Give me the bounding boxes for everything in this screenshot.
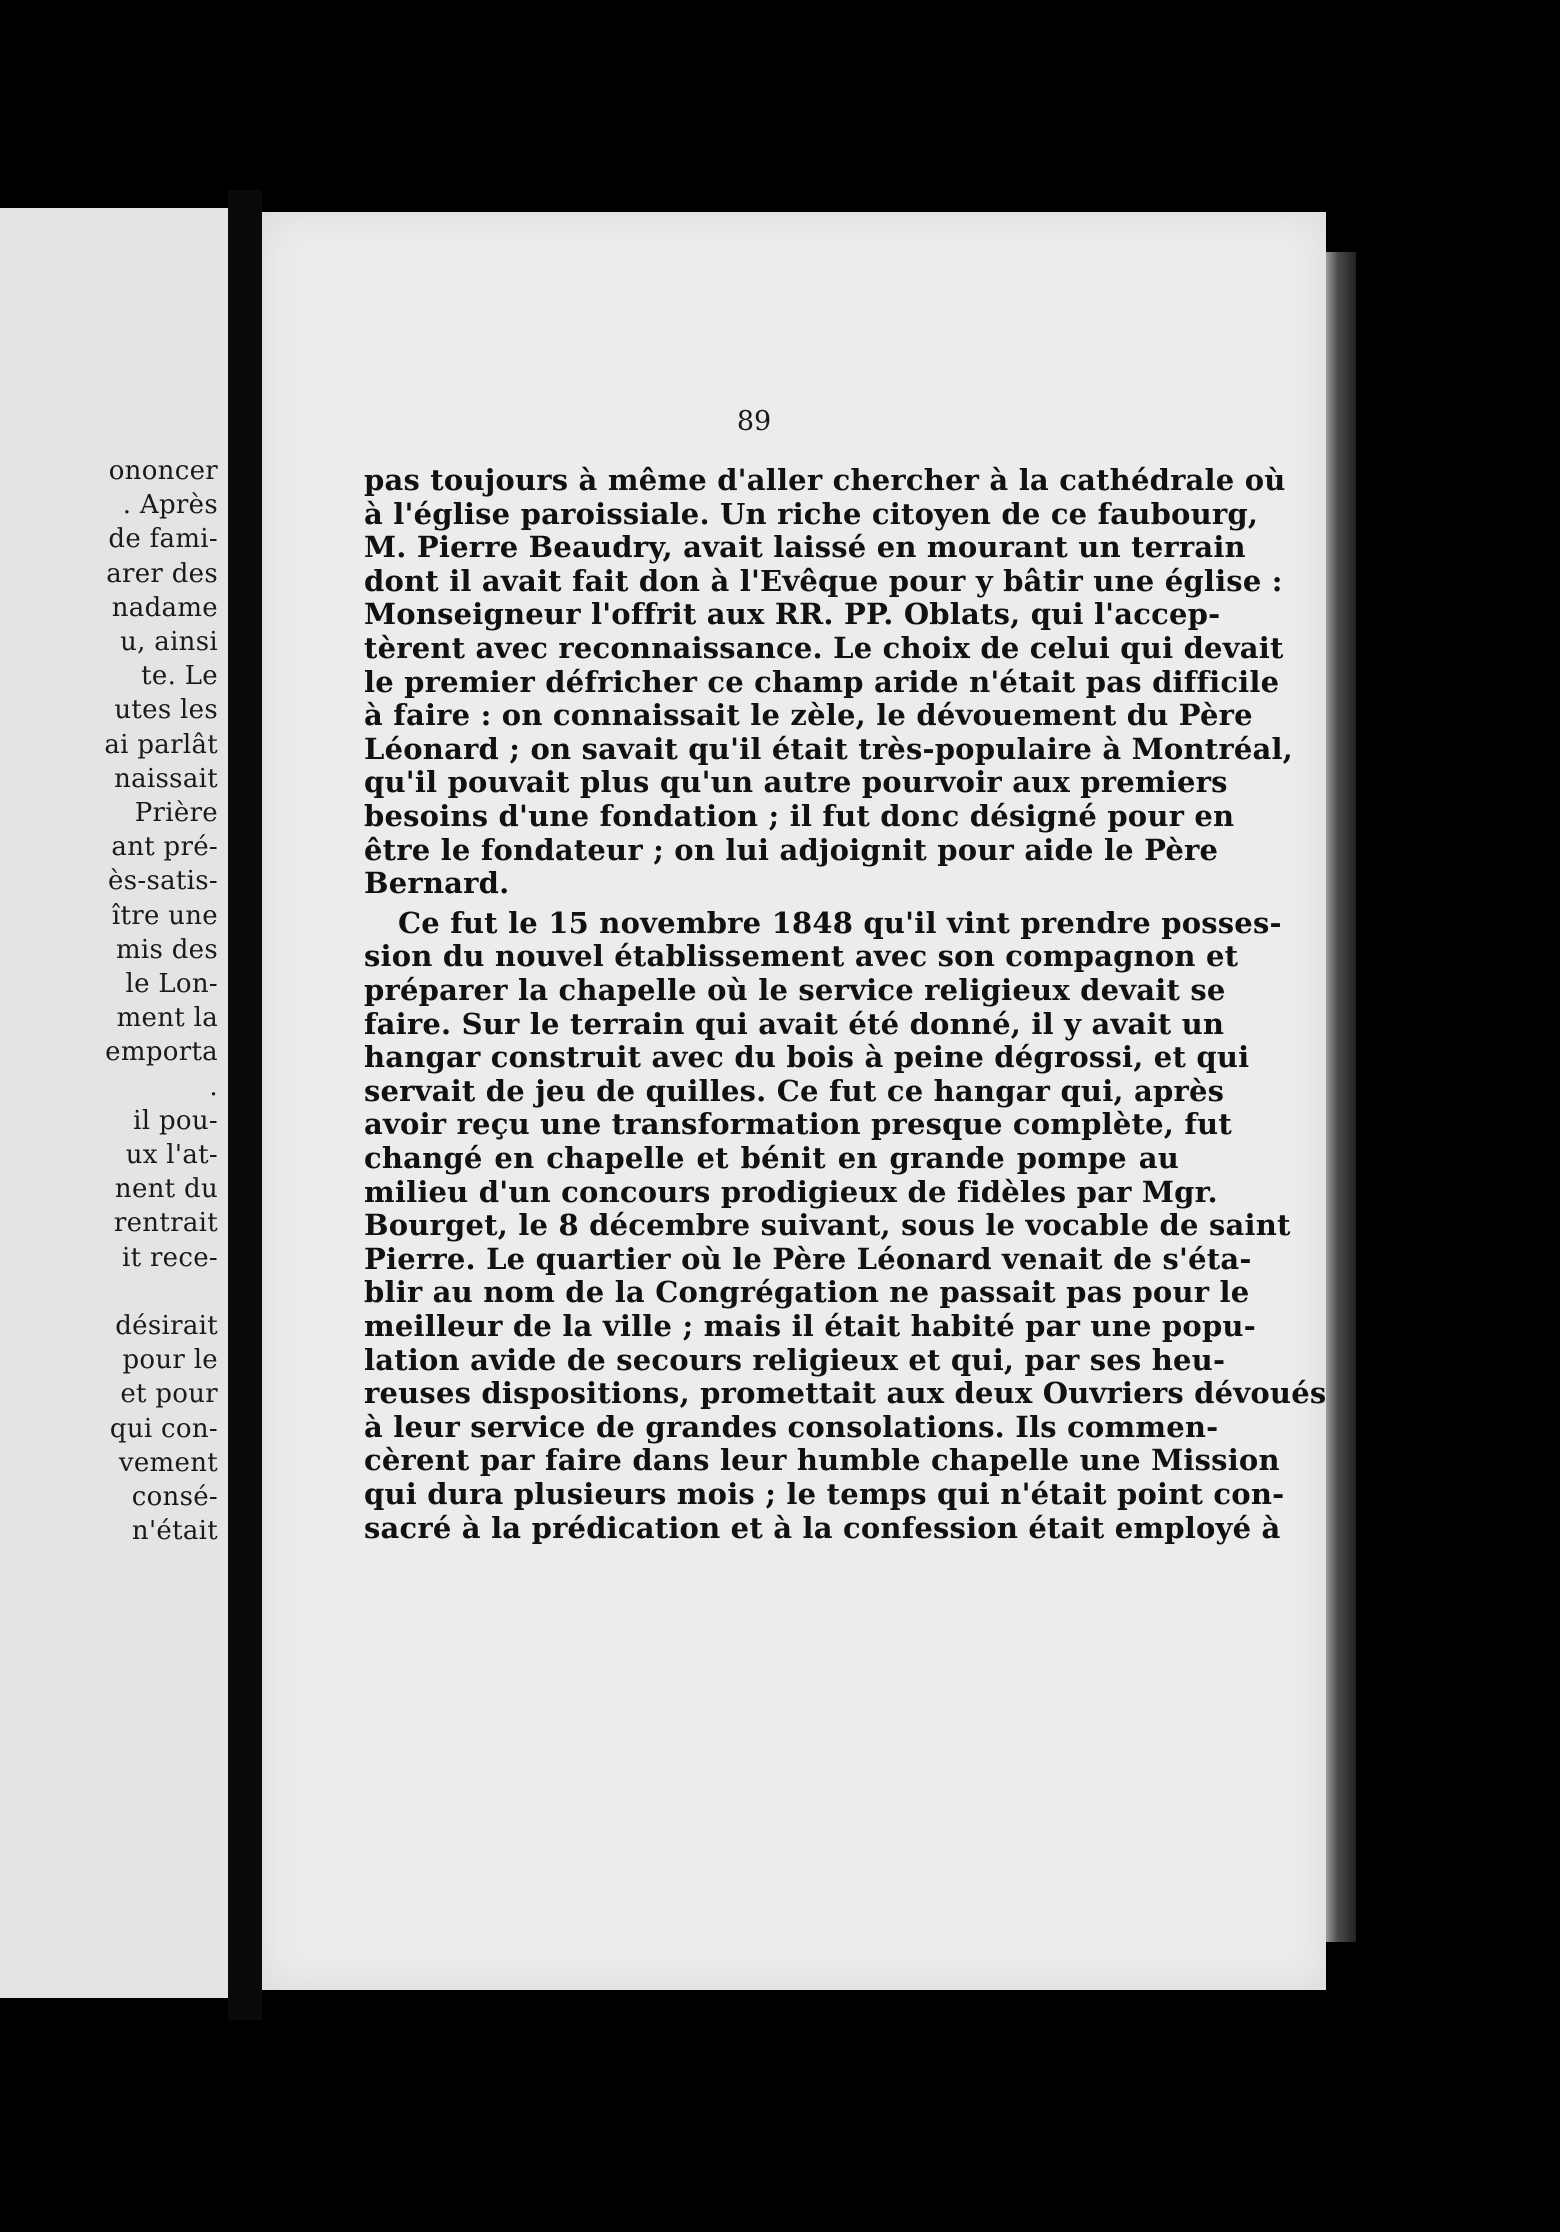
left-page-line: qui con- [109,1413,218,1444]
left-page-line: n'était [131,1516,218,1547]
text-line: être le fondateur ; on lui adjoignit pour aide le Père [364,832,1219,867]
left-page-line: de fami- [108,524,218,555]
text-line: Ce fut le 15 novembre 1848 qu'il vint prendre posses- [398,905,1282,940]
text-line: hangar construit avec du bois à peine dégrossi, et qui [364,1040,1250,1075]
left-page-line: rentrait [113,1208,218,1239]
page-stack-edge [1326,252,1356,1942]
text-line: pas toujours à même d'aller chercher à la cathédrale où [364,463,1286,497]
text-line: sacré à la prédication et à la confession était employé à [364,1510,1281,1545]
text-line: sion du nouvel établissement avec son compagnon et [364,939,1239,974]
left-page-line: ai parlât [104,729,218,760]
right-page [262,212,1326,1990]
text-line: à leur service de grandes consolations. Ils commen- [364,1409,1219,1444]
text-line: Pierre. Le quartier où le Père Léonard venait de s'éta- [364,1241,1252,1276]
text-line: M. Pierre Beaudry, avait laissé en mourant un terrain [364,530,1246,565]
text-line: meilleur de la ville ; mais il était habité par une popu- [364,1309,1256,1343]
left-page-line: naissait [114,763,218,794]
text-line: Léonard ; on savait qu'il était très-populaire à Montréal, [364,731,1293,766]
text-line: reuses dispositions, promettait aux deux Ouvriers dévoués [364,1376,1327,1411]
text-line: à l'église paroissiale. Un riche citoyen de ce faubourg, [364,496,1259,531]
text-line: avoir reçu une transformation presque complète, fut [364,1107,1232,1142]
page-number: 89 [736,406,772,437]
book-gutter [228,190,262,2020]
text-line: servait de jeu de quilles. Ce fut ce hangar qui, après [364,1073,1225,1108]
left-page-line: ononcer [108,456,218,486]
text-line: qu'il pouvait plus qu'un autre pourvoir aux premiers [364,765,1228,800]
text-line: faire. Sur le terrain qui avait été donné, il y avait un [364,1006,1225,1041]
left-page-line: ux l'at- [125,1140,218,1170]
text-line: lation avide de secours religieux et qui, par ses heu- [364,1342,1226,1377]
left-page-line: et pour [120,1379,218,1410]
left-page-line: il pou- [133,1105,218,1136]
left-page-line: nadame [111,592,218,623]
left-page-line: . Après [122,490,218,521]
text-line: Bourget, le 8 décembre suivant, sous le vocable de saint [364,1208,1291,1243]
left-page-line: te. Le [141,661,218,692]
text-line: le premier défricher ce champ aride n'était pas difficile [364,664,1280,699]
left-page-line: ître une [111,900,218,931]
text-line: dont il avait fait don à l'Evêque pour y bâtir une église : [364,563,1283,598]
text-line: à faire : on connaissait le zèle, le dévouement du Père [364,698,1253,733]
text-line: préparer la chapelle où le service religieux devait se [364,973,1226,1007]
left-page-line: ant pré- [111,832,218,863]
left-page-line: ès-satis- [108,866,218,897]
left-page-line: mis des [115,934,218,965]
text-line: changé en chapelle et bénit en grande pompe au [364,1141,1179,1175]
left-page-fragment [0,208,228,1998]
text-line: qui dura plusieurs mois ; le temps qui n'était point con- [364,1477,1285,1511]
left-page-line: Prière [134,798,218,828]
left-page-line: le Lon- [125,969,218,999]
text-line: tèrent avec reconnaissance. Le choix de celui qui devait [364,631,1284,665]
text-line: cèrent par faire dans leur humble chapelle une Mission [364,1443,1280,1478]
left-page-line: ment la [116,1003,218,1034]
left-page-line: désirait [115,1311,218,1341]
text-line: besoins d'une fondation ; il fut donc désigné pour en [364,799,1235,833]
left-page-line: consé- [131,1482,218,1512]
text-line: blir au nom de la Congrégation ne passait pas pour le [364,1275,1250,1310]
left-page-line: utes les [114,695,218,726]
text-line: Bernard. [364,866,510,901]
left-page-line: u, ainsi [120,627,218,657]
left-page-line: it rece- [122,1242,218,1273]
left-page-line: pour le [122,1345,218,1376]
left-page-line: emporta [105,1037,218,1068]
left-page-line: arer des [106,558,218,589]
left-page-line: vement [118,1447,218,1478]
text-line: milieu d'un concours prodigieux de fidèles par Mgr. [364,1174,1218,1209]
left-page-line: nent du [114,1174,218,1205]
left-page-line: . [209,1071,218,1102]
text-line: Monseigneur l'offrit aux RR. PP. Oblats, qui l'accep- [364,597,1221,632]
